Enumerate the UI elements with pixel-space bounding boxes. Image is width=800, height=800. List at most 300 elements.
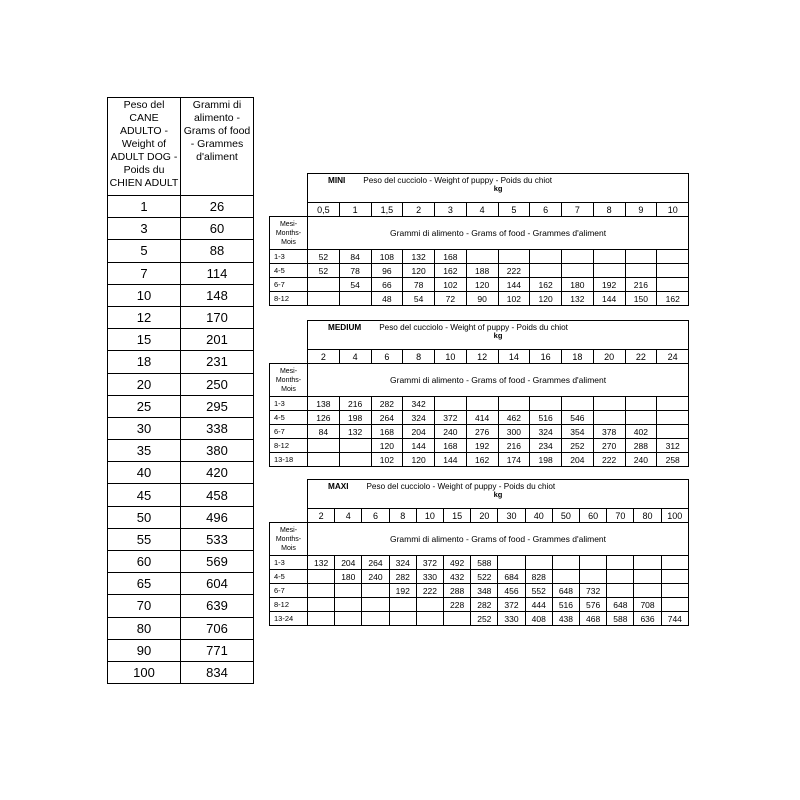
grams-cell — [562, 397, 594, 411]
table-row — [270, 425, 689, 439]
adult-weight-cell: 12 — [108, 306, 181, 328]
month-cell: 8-12 — [270, 292, 308, 306]
grams-cell: 648 — [552, 584, 579, 598]
grams-cell — [580, 570, 607, 584]
grams-cell: 204 — [335, 556, 362, 570]
adult-weight-cell: 70 — [108, 595, 181, 617]
table-row — [108, 373, 254, 395]
adult-weight-cell: 18 — [108, 351, 181, 373]
month-cell: 1-3 — [270, 397, 308, 411]
grams-cell — [657, 264, 689, 278]
grams-cell: 414 — [466, 411, 498, 425]
table-row — [108, 284, 254, 306]
weight-cell: 6 — [371, 350, 403, 364]
table-row — [270, 556, 689, 570]
weight-cell: 1,5 — [371, 203, 403, 217]
grams-cell — [498, 250, 530, 264]
months-label: Mesi- Months- Mois — [270, 217, 308, 250]
grams-cell: 120 — [403, 264, 435, 278]
grams-cell — [661, 556, 688, 570]
month-cell: 1-3 — [270, 250, 308, 264]
adult-grams-cell: 604 — [181, 573, 254, 595]
weight-cell: 80 — [634, 509, 661, 523]
grams-cell: 372 — [416, 556, 443, 570]
weight-cell: 14 — [498, 350, 530, 364]
grams-cell: 282 — [471, 598, 498, 612]
grams-cell — [525, 556, 552, 570]
weight-caption: Peso del cucciolo - Weight of puppy - Poids du chiot — [366, 482, 556, 491]
grams-cell — [335, 584, 362, 598]
grams-cell — [530, 250, 562, 264]
weight-cell: 0,5 — [308, 203, 340, 217]
grams-cell — [625, 264, 657, 278]
grams-cell: 300 — [498, 425, 530, 439]
weight-cell: 2 — [308, 350, 340, 364]
grams-cell: 492 — [444, 556, 471, 570]
table-row — [108, 551, 254, 573]
grams-cell: 192 — [593, 278, 625, 292]
grams-cell: 276 — [466, 425, 498, 439]
adult-grams-cell: 201 — [181, 329, 254, 351]
month-cell: 4-5 — [270, 411, 308, 425]
grams-cell: 288 — [444, 584, 471, 598]
grams-cell: 240 — [435, 425, 467, 439]
grams-header-row — [270, 217, 689, 250]
grams-cell: 282 — [389, 570, 416, 584]
grams-cell — [466, 397, 498, 411]
grams-cell: 144 — [498, 278, 530, 292]
grams-cell: 188 — [466, 264, 498, 278]
grams-cell — [308, 278, 340, 292]
grams-cell — [634, 584, 661, 598]
grams-cell: 162 — [530, 278, 562, 292]
table-row — [270, 598, 689, 612]
grams-cell: 324 — [403, 411, 435, 425]
grams-cell: 120 — [530, 292, 562, 306]
puppy-title-row — [270, 321, 689, 350]
grams-cell: 354 — [562, 425, 594, 439]
table-row — [270, 612, 689, 626]
grams-cell: 102 — [498, 292, 530, 306]
adult-grams-header: Grammi di alimento - Grams of food - Grammes d'aliment — [181, 98, 254, 196]
grams-cell — [625, 411, 657, 425]
grams-cell: 108 — [371, 250, 403, 264]
grams-cell: 144 — [403, 439, 435, 453]
puppy-title-cell — [308, 174, 689, 203]
table-row — [108, 661, 254, 683]
grams-cell: 132 — [308, 556, 335, 570]
adult-weight-cell: 50 — [108, 506, 181, 528]
grams-header-row — [270, 364, 689, 397]
grams-cell: 456 — [498, 584, 525, 598]
grams-cell — [580, 556, 607, 570]
grams-cell — [466, 250, 498, 264]
grams-cell — [308, 584, 335, 598]
grams-cell: 78 — [403, 278, 435, 292]
table-row — [270, 411, 689, 425]
grams-cell — [435, 397, 467, 411]
grams-cell: 180 — [562, 278, 594, 292]
weight-cell: 4 — [339, 350, 371, 364]
grams-cell — [607, 556, 634, 570]
grams-cell — [416, 598, 443, 612]
grams-cell: 468 — [580, 612, 607, 626]
grams-cell: 66 — [371, 278, 403, 292]
grams-header-row — [270, 523, 689, 556]
grams-cell: 432 — [444, 570, 471, 584]
puppy-title-cell — [308, 480, 689, 509]
adult-weight-cell: 15 — [108, 329, 181, 351]
table-row — [108, 196, 254, 218]
grams-cell: 342 — [403, 397, 435, 411]
weight-cell: 20 — [593, 350, 625, 364]
grams-caption: Grammi di alimento - Grams of food - Grammes d'aliment — [308, 364, 689, 397]
grams-cell — [593, 264, 625, 278]
grams-cell: 168 — [435, 439, 467, 453]
months-label: Mesi- Months- Mois — [270, 364, 308, 397]
grams-cell — [552, 556, 579, 570]
grams-cell: 444 — [525, 598, 552, 612]
month-cell: 6-7 — [270, 425, 308, 439]
table-row — [270, 278, 689, 292]
grams-cell: 330 — [498, 612, 525, 626]
grams-cell: 438 — [552, 612, 579, 626]
grams-cell — [308, 292, 340, 306]
grams-cell — [625, 250, 657, 264]
table-row — [270, 584, 689, 598]
grams-cell — [308, 439, 340, 453]
adult-weight-cell: 3 — [108, 218, 181, 240]
grams-cell — [308, 598, 335, 612]
month-cell: 4-5 — [270, 264, 308, 278]
table-row — [108, 329, 254, 351]
table-row — [270, 250, 689, 264]
grams-cell: 270 — [593, 439, 625, 453]
grams-cell: 588 — [607, 612, 634, 626]
adult-weight-cell: 40 — [108, 462, 181, 484]
puppy-title-row — [270, 480, 689, 509]
grams-cell — [657, 397, 689, 411]
grams-cell: 120 — [466, 278, 498, 292]
unit-label: kg — [493, 184, 503, 193]
adult-grams-cell: 60 — [181, 218, 254, 240]
adult-weight-cell: 20 — [108, 373, 181, 395]
grams-cell: 192 — [466, 439, 498, 453]
grams-cell: 240 — [625, 453, 657, 467]
adult-grams-cell: 88 — [181, 240, 254, 262]
adult-weight-cell: 10 — [108, 284, 181, 306]
grams-cell: 240 — [362, 570, 389, 584]
grams-cell: 684 — [498, 570, 525, 584]
weight-cell: 4 — [466, 203, 498, 217]
grams-cell: 198 — [530, 453, 562, 467]
unit-label: kg — [493, 331, 503, 340]
adult-weight-cell: 5 — [108, 240, 181, 262]
month-cell: 8-12 — [270, 439, 308, 453]
grams-cell: 138 — [308, 397, 340, 411]
month-cell: 4-5 — [270, 570, 308, 584]
weight-cell: 8 — [593, 203, 625, 217]
adult-grams-cell: 420 — [181, 462, 254, 484]
weight-cell: 10 — [435, 350, 467, 364]
weights-row — [270, 203, 689, 217]
weight-cell: 3 — [435, 203, 467, 217]
grams-cell — [389, 612, 416, 626]
maxi-puppy-table — [269, 479, 689, 626]
adult-weight-cell: 60 — [108, 551, 181, 573]
table-row — [108, 262, 254, 284]
table-row — [108, 595, 254, 617]
grams-cell: 576 — [580, 598, 607, 612]
adult-weight-cell: 25 — [108, 395, 181, 417]
adult-grams-cell: 231 — [181, 351, 254, 373]
weight-cell: 18 — [562, 350, 594, 364]
grams-cell: 144 — [435, 453, 467, 467]
grams-cell: 174 — [498, 453, 530, 467]
grams-cell — [308, 453, 340, 467]
adult-weight-cell: 35 — [108, 440, 181, 462]
grams-cell: 348 — [471, 584, 498, 598]
grams-cell: 132 — [562, 292, 594, 306]
grams-cell: 54 — [403, 292, 435, 306]
grams-cell: 378 — [593, 425, 625, 439]
month-cell: 13-18 — [270, 453, 308, 467]
weight-cell: 2 — [308, 509, 335, 523]
table-row — [108, 506, 254, 528]
medium-title: MEDIUM — [328, 323, 362, 332]
grams-cell: 192 — [389, 584, 416, 598]
grams-cell — [362, 612, 389, 626]
table-row — [270, 439, 689, 453]
table-row — [108, 573, 254, 595]
grams-cell: 732 — [580, 584, 607, 598]
grams-cell — [530, 397, 562, 411]
grams-cell: 264 — [362, 556, 389, 570]
adult-grams-cell: 295 — [181, 395, 254, 417]
grams-cell: 216 — [498, 439, 530, 453]
months-label: Mesi- Months- Mois — [270, 523, 308, 556]
adult-grams-cell: 834 — [181, 661, 254, 683]
adult-weight-cell: 100 — [108, 661, 181, 683]
grams-cell: 162 — [466, 453, 498, 467]
grams-cell: 708 — [634, 598, 661, 612]
adult-weight-cell: 45 — [108, 484, 181, 506]
grams-cell: 168 — [371, 425, 403, 439]
adult-header-row — [108, 98, 254, 196]
weight-cell: 2 — [403, 203, 435, 217]
month-cell: 1-3 — [270, 556, 308, 570]
adult-weight-header: Peso del CANE ADULTO - Weight of ADULT DOG - Poids du CHIEN ADULT — [108, 98, 181, 196]
adult-weight-cell: 1 — [108, 196, 181, 218]
grams-cell: 516 — [552, 598, 579, 612]
grams-cell: 258 — [657, 453, 689, 467]
weight-cell: 24 — [657, 350, 689, 364]
grams-cell: 552 — [525, 584, 552, 598]
weight-caption: Peso del cucciolo - Weight of puppy - Poids du chiot — [363, 176, 553, 185]
grams-cell: 648 — [607, 598, 634, 612]
grams-cell: 162 — [435, 264, 467, 278]
grams-cell: 462 — [498, 411, 530, 425]
table-row — [270, 453, 689, 467]
grams-caption: Grammi di alimento - Grams of food - Grammes d'aliment — [308, 523, 689, 556]
grams-cell — [661, 598, 688, 612]
table-row — [108, 218, 254, 240]
adult-grams-cell: 26 — [181, 196, 254, 218]
grams-cell: 52 — [308, 264, 340, 278]
table-row — [108, 639, 254, 661]
adult-grams-cell: 250 — [181, 373, 254, 395]
weight-cell: 40 — [525, 509, 552, 523]
adult-weight-cell: 30 — [108, 417, 181, 439]
adult-weight-cell: 65 — [108, 573, 181, 595]
table-row — [108, 306, 254, 328]
grams-cell: 588 — [471, 556, 498, 570]
weight-cell: 15 — [444, 509, 471, 523]
adult-grams-cell: 496 — [181, 506, 254, 528]
weight-cell: 16 — [530, 350, 562, 364]
adult-grams-cell: 533 — [181, 528, 254, 550]
grams-cell: 324 — [389, 556, 416, 570]
grams-cell: 72 — [435, 292, 467, 306]
grams-cell: 198 — [339, 411, 371, 425]
grams-cell — [593, 411, 625, 425]
grams-cell — [339, 439, 371, 453]
grams-cell: 546 — [562, 411, 594, 425]
grams-cell: 402 — [625, 425, 657, 439]
table-row — [270, 292, 689, 306]
grams-cell — [634, 570, 661, 584]
grams-cell — [657, 411, 689, 425]
grams-cell: 180 — [335, 570, 362, 584]
grams-cell: 228 — [444, 598, 471, 612]
adult-grams-cell: 706 — [181, 617, 254, 639]
grams-cell — [335, 612, 362, 626]
grams-cell: 120 — [403, 453, 435, 467]
grams-cell: 636 — [634, 612, 661, 626]
table-row — [108, 240, 254, 262]
table-row — [108, 395, 254, 417]
weight-cell: 6 — [530, 203, 562, 217]
grams-cell — [308, 570, 335, 584]
grams-cell: 372 — [435, 411, 467, 425]
grams-cell: 132 — [403, 250, 435, 264]
weight-cell: 8 — [389, 509, 416, 523]
grams-cell: 120 — [371, 439, 403, 453]
grams-cell — [625, 397, 657, 411]
table-row — [270, 397, 689, 411]
adult-grams-cell: 170 — [181, 306, 254, 328]
grams-cell: 52 — [308, 250, 340, 264]
grams-cell — [444, 612, 471, 626]
grams-cell — [562, 264, 594, 278]
table-row — [270, 264, 689, 278]
table-row — [108, 528, 254, 550]
grams-cell: 372 — [498, 598, 525, 612]
grams-cell — [335, 598, 362, 612]
grams-cell — [362, 584, 389, 598]
grams-cell: 54 — [339, 278, 371, 292]
grams-cell — [552, 570, 579, 584]
grams-cell: 84 — [339, 250, 371, 264]
weight-cell: 60 — [580, 509, 607, 523]
grams-cell — [661, 570, 688, 584]
adult-dog-table — [107, 97, 254, 684]
grams-cell — [657, 425, 689, 439]
adult-grams-cell: 569 — [181, 551, 254, 573]
grams-cell — [308, 612, 335, 626]
adult-grams-cell: 380 — [181, 440, 254, 462]
grams-cell — [530, 264, 562, 278]
adult-weight-cell: 80 — [108, 617, 181, 639]
unit-label: kg — [493, 490, 503, 499]
mini-puppy-table — [269, 173, 689, 306]
adult-grams-cell: 458 — [181, 484, 254, 506]
grams-cell — [607, 584, 634, 598]
table-row — [108, 484, 254, 506]
weight-cell: 8 — [403, 350, 435, 364]
grams-cell — [339, 292, 371, 306]
grams-cell: 204 — [562, 453, 594, 467]
table-row — [108, 617, 254, 639]
adult-weight-cell: 55 — [108, 528, 181, 550]
grams-cell: 330 — [416, 570, 443, 584]
weight-cell: 1 — [339, 203, 371, 217]
weight-cell: 10 — [416, 509, 443, 523]
grams-cell — [416, 612, 443, 626]
grams-cell: 828 — [525, 570, 552, 584]
grams-cell: 102 — [435, 278, 467, 292]
weights-row — [270, 509, 689, 523]
weight-cell: 9 — [625, 203, 657, 217]
weight-cell: 30 — [498, 509, 525, 523]
grams-cell: 48 — [371, 292, 403, 306]
adult-grams-cell: 114 — [181, 262, 254, 284]
weight-cell: 5 — [498, 203, 530, 217]
adult-weight-cell: 90 — [108, 639, 181, 661]
grams-cell — [339, 453, 371, 467]
grams-cell: 162 — [657, 292, 689, 306]
grams-cell — [593, 397, 625, 411]
grams-cell: 126 — [308, 411, 340, 425]
medium-puppy-table — [269, 320, 689, 467]
grams-cell — [657, 250, 689, 264]
grams-cell: 204 — [403, 425, 435, 439]
grams-cell — [634, 556, 661, 570]
grams-cell: 222 — [416, 584, 443, 598]
grams-cell: 252 — [562, 439, 594, 453]
grams-cell: 252 — [471, 612, 498, 626]
puppy-title-cell — [308, 321, 689, 350]
table-row — [108, 462, 254, 484]
weight-cell: 12 — [466, 350, 498, 364]
table-row — [270, 570, 689, 584]
weight-caption: Peso del cucciolo - Weight of puppy - Poids du chiot — [379, 323, 568, 332]
grams-cell: 90 — [466, 292, 498, 306]
grams-cell: 222 — [498, 264, 530, 278]
grams-cell — [657, 278, 689, 292]
grams-cell: 132 — [339, 425, 371, 439]
grams-cell — [498, 556, 525, 570]
weight-cell: 70 — [607, 509, 634, 523]
adult-grams-cell: 771 — [181, 639, 254, 661]
grams-cell — [607, 570, 634, 584]
weight-cell: 22 — [625, 350, 657, 364]
grams-cell: 222 — [593, 453, 625, 467]
weight-cell: 50 — [552, 509, 579, 523]
grams-cell: 78 — [339, 264, 371, 278]
weight-cell: 4 — [335, 509, 362, 523]
weight-cell: 6 — [362, 509, 389, 523]
